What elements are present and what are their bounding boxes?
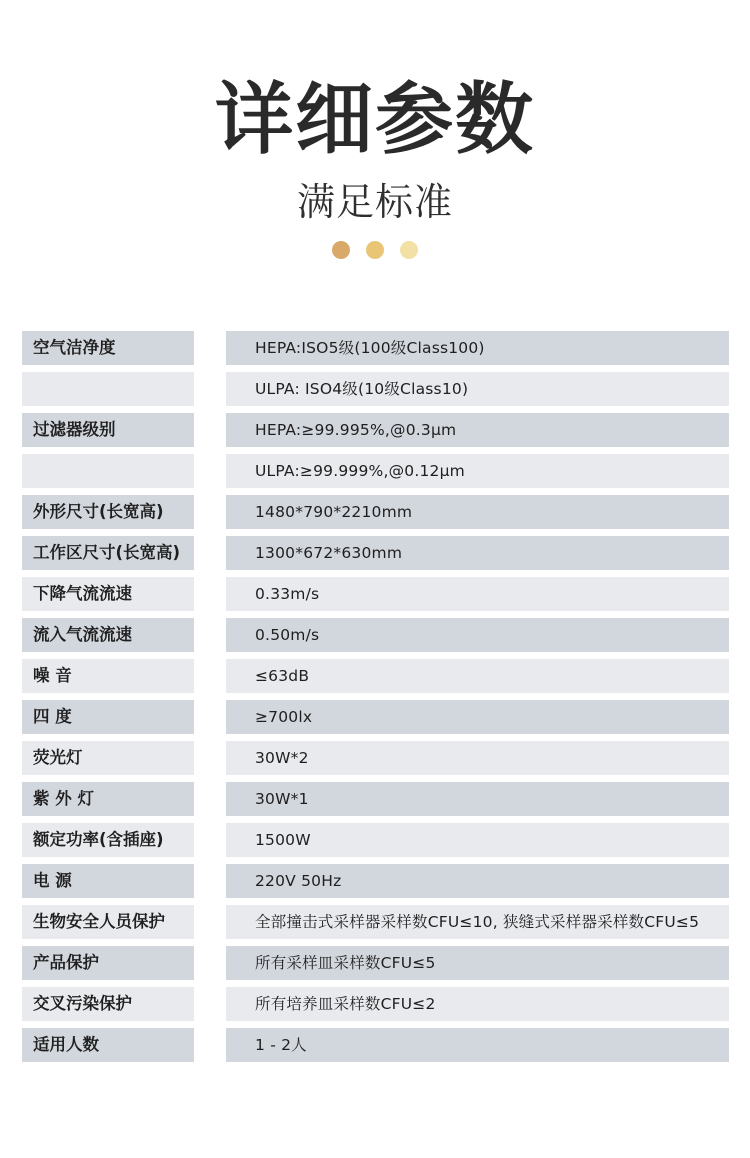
spec-label: 四 度 <box>22 700 194 734</box>
spec-label: 下降气流流速 <box>22 577 194 611</box>
spec-value: 30W*1 <box>226 782 729 816</box>
spec-value: ≤63dB <box>226 659 729 693</box>
spec-row <box>22 372 729 406</box>
spec-table <box>22 331 729 1069</box>
spec-row <box>22 618 729 652</box>
spec-value: HEPA:≥99.995%,@0.3μm <box>226 413 729 447</box>
spec-value: 所有培养皿采样数CFU≤2 <box>226 987 729 1021</box>
spec-label: 产品保护 <box>22 946 194 980</box>
spec-value: 0.33m/s <box>226 577 729 611</box>
page-subtitle: 满足标准 <box>296 180 453 224</box>
spec-label: 交叉污染保护 <box>22 987 194 1021</box>
page-title: 详细参数 <box>214 75 535 165</box>
spec-row <box>22 700 729 734</box>
spec-label: 紫 外 灯 <box>22 782 194 816</box>
spec-value: 1480*790*2210mm <box>226 495 729 529</box>
spec-label: 流入气流流速 <box>22 618 194 652</box>
spec-row <box>22 905 729 939</box>
spec-label: 生物安全人员保护 <box>22 905 194 939</box>
dot-2 <box>366 241 384 259</box>
spec-value: 全部撞击式采样器采样数CFU≤10, 狭缝式采样器采样数CFU≤5 <box>226 905 729 939</box>
spec-label: 电 源 <box>22 864 194 898</box>
spec-value: 0.50m/s <box>226 618 729 652</box>
spec-row <box>22 577 729 611</box>
spec-value: 所有采样皿采样数CFU≤5 <box>226 946 729 980</box>
spec-row <box>22 823 729 857</box>
spec-label: 噪 音 <box>22 659 194 693</box>
spec-row <box>22 864 729 898</box>
spec-row <box>22 495 729 529</box>
spec-label: 额定功率(含插座) <box>22 823 194 857</box>
spec-value: ULPA:≥99.999%,@0.12μm <box>226 454 729 488</box>
spec-row <box>22 946 729 980</box>
spec-row <box>22 659 729 693</box>
spec-row <box>22 741 729 775</box>
spec-row <box>22 782 729 816</box>
spec-value: 1 - 2人 <box>226 1028 729 1062</box>
spec-label <box>22 372 194 406</box>
spec-value: 1300*672*630mm <box>226 536 729 570</box>
spec-label: 适用人数 <box>22 1028 194 1062</box>
spec-row <box>22 331 729 365</box>
spec-row <box>22 987 729 1021</box>
decorative-dots <box>0 241 750 259</box>
dot-3 <box>400 241 418 259</box>
spec-value: ≥700lx <box>226 700 729 734</box>
spec-label: 过滤器级别 <box>22 413 194 447</box>
spec-row <box>22 413 729 447</box>
spec-value: 30W*2 <box>226 741 729 775</box>
spec-value: 220V 50Hz <box>226 864 729 898</box>
spec-value: ULPA: ISO4级(10级Class10) <box>226 372 729 406</box>
spec-value: 1500W <box>226 823 729 857</box>
spec-row <box>22 1028 729 1062</box>
spec-label <box>22 454 194 488</box>
spec-label: 荧光灯 <box>22 741 194 775</box>
spec-row <box>22 454 729 488</box>
spec-label: 工作区尺寸(长宽高) <box>22 536 194 570</box>
dot-1 <box>332 241 350 259</box>
spec-row <box>22 536 729 570</box>
spec-label: 空气洁净度 <box>22 331 194 365</box>
spec-label: 外形尺寸(长宽高) <box>22 495 194 529</box>
spec-value: HEPA:ISO5级(100级Class100) <box>226 331 729 365</box>
